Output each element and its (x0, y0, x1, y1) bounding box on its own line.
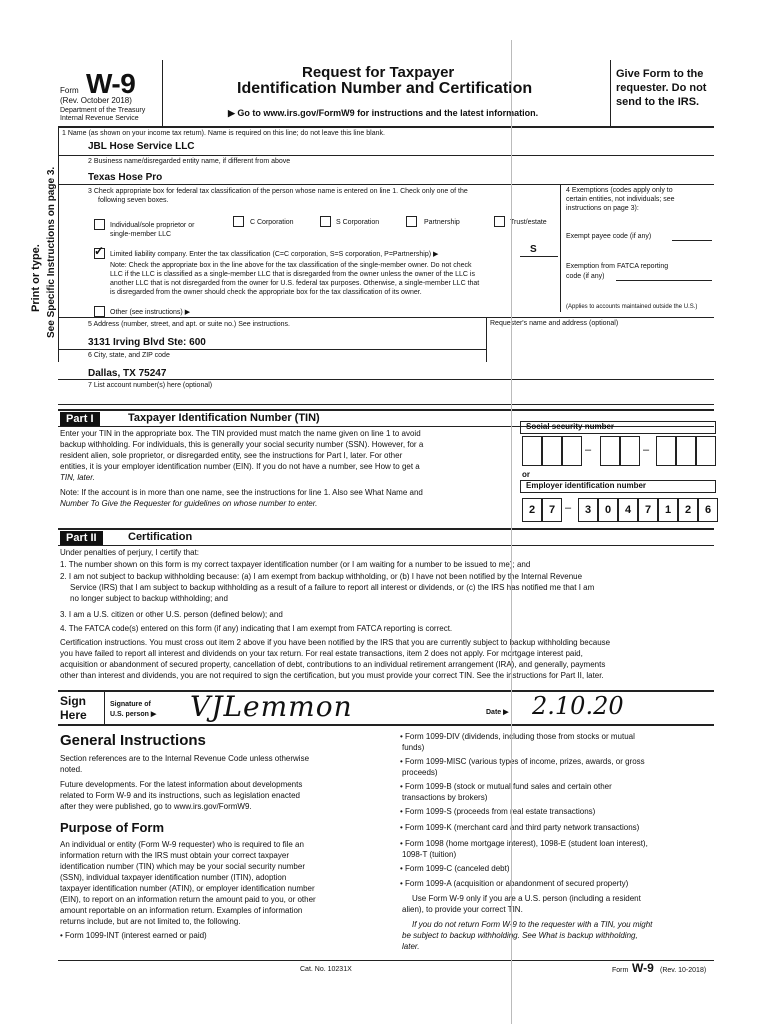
cert-instructions-2: you have failed to report all interest and dividends on your tax return. For real estate transactions, item 2 does not apply. For mortgage interest paid, (60, 649, 583, 658)
catalog-number: Cat. No. 10231X (300, 966, 352, 973)
right-col-7: • Form 1099-C (canceled debt) (400, 864, 510, 873)
line2-label: 2 Business name/disregarded entity name, if different from above (88, 158, 291, 165)
signature-label-2: U.S. person ▶ (110, 711, 157, 718)
ein-digit[interactable]: 7 (542, 498, 562, 522)
checkbox-individual[interactable] (94, 219, 105, 230)
right-col-9: Use Form W-9 only if you are a U.S. person (including a resident (412, 894, 641, 903)
footer-rule (58, 960, 714, 961)
ein-digit[interactable]: 3 (578, 498, 598, 522)
part2-title: Certification (128, 531, 193, 543)
part2-label: Part II (60, 531, 103, 545)
checkbox-other[interactable] (94, 306, 105, 317)
right-col-1: • Form 1099-DIV (dividends, including those from stocks or mutual (400, 732, 635, 741)
part1-title: Taxpayer Identification Number (TIN) (128, 412, 320, 424)
sign-here-1: Sign (60, 694, 86, 708)
purpose-line-4: (SSN), individual taxpayer identification number (ITIN), adoption (60, 873, 287, 882)
requester-label: Requester's name and address (optional) (490, 320, 619, 327)
right-col-6b: 1098-T (tuition) (402, 850, 457, 859)
ssn-digit-5[interactable] (620, 436, 640, 466)
give-form-line3: send to the IRS. (616, 96, 700, 108)
ssn-label: Social security number (526, 422, 615, 431)
ein-digit[interactable]: 1 (658, 498, 678, 522)
exempt-payee-input[interactable] (672, 240, 712, 241)
checkbox-c-corporation[interactable] (233, 216, 244, 227)
gi-text-2: noted. (60, 765, 83, 774)
ssn-digit-8[interactable] (696, 436, 716, 466)
or-label: or (522, 470, 530, 479)
partnership-label: Partnership (424, 219, 460, 226)
part1-top-rule (58, 409, 714, 411)
other-label: Other (see instructions) ▶ (110, 309, 191, 316)
footer-form-number: W-9 (632, 961, 654, 975)
line5-label: 5 Address (number, street, and apt. or suite no.) See instructions. (88, 321, 290, 328)
future-dev-1: Future developments. For the latest information about developments (60, 780, 303, 789)
exemptions-title-2: certain entities, not individuals; see (566, 196, 675, 203)
ssn-digit-6[interactable] (656, 436, 676, 466)
checkbox-trust-estate[interactable] (494, 216, 505, 227)
see-instructions-label: See Specific Instructions on page 3. (46, 166, 57, 338)
fatca-label-2: code (if any) (566, 273, 605, 280)
right-col-1b: funds) (402, 743, 425, 752)
right-col-2: • Form 1099-MISC (various types of income, prizes, awards, or gross (400, 757, 645, 766)
line3-bottom-rule (58, 317, 714, 318)
llc-note-line1: Note: Check the appropriate box in the line above for the tax classification of the single-member owner. Do not check (110, 262, 472, 269)
gi-text-1: Section references are to the Internal Revenue Code unless otherwise (60, 754, 310, 763)
department: Department of the Treasury (60, 107, 146, 114)
purpose-line-2: information return with the IRS must obtain your correct taxpayer (60, 851, 289, 860)
cert-instructions-1: Certification instructions. You must cross out item 2 above if you have been notified by the IRS that you are currently subject to backup withholding because (60, 638, 611, 647)
exemptions-title-3: instructions on page 3): (566, 205, 639, 212)
right-col-3: • Form 1099-B (stock or mutual fund sales and certain other (400, 782, 612, 791)
ssn-digit-4[interactable] (600, 436, 620, 466)
exempt-payee-label: Exempt payee code (if any) (566, 233, 652, 240)
ein-label: Employer identification number (526, 481, 647, 490)
purpose-line-8: returns include, but are not limited to, the following. (60, 917, 241, 926)
checkbox-partnership[interactable] (406, 216, 417, 227)
print-or-type-label: Print or type. (30, 244, 42, 312)
line2-business-input[interactable]: Texas Hose Pro (88, 172, 163, 183)
checkbox-s-corporation[interactable] (320, 216, 331, 227)
line3-label: 3 Check appropriate box for federal tax classification of the person whose name is entered on line 1. Check only one of the (88, 188, 468, 195)
ssn-dash-2: – (643, 444, 650, 456)
ein-digit[interactable]: 2 (678, 498, 698, 522)
part1-text-4: entities, it is your employer identification number (EIN). If you do not have a number, see How to get a (60, 462, 420, 471)
s-corporation-label: S Corporation (336, 219, 380, 226)
header-rule (58, 126, 714, 128)
llc-classification-input[interactable]: S (530, 244, 537, 255)
llc-check-mark: ✓ (94, 244, 105, 258)
purpose-line-3: identification number (TIN) which may be your social security number (60, 862, 305, 871)
purpose-of-form-heading: Purpose of Form (60, 820, 165, 835)
ssn-digit-3[interactable] (562, 436, 582, 466)
form-number: W-9 (86, 68, 136, 99)
cert-item-2c: no longer subject to backup withholding; and (70, 594, 228, 603)
line1-rule (58, 155, 714, 156)
ssn-digit-2[interactable] (542, 436, 562, 466)
individual-label: Individual/sole proprietor or (110, 222, 195, 229)
cert-instructions-4: other than interest and dividends, you are not required to sign the certification, but you must provide your correct TIN. See the instructions for Part II, later. (60, 671, 604, 680)
header-divider-right (610, 60, 611, 126)
part1-label: Part I (60, 412, 100, 426)
scan-fold-line (511, 40, 512, 1024)
llc-label: Limited liability company. Enter the tax classification (C=C corporation, S=S corporation, P=Partnership) ▶ (110, 251, 439, 258)
purpose-line-1: An individual or entity (Form W-9 requester) who is required to file an (60, 840, 304, 849)
line7-rule (58, 404, 714, 405)
right-col-10c: later. (402, 942, 420, 951)
right-col-9b: alien), to provide your correct TIN. (402, 905, 523, 914)
ein-digit[interactable]: 6 (698, 498, 718, 522)
irs-label: Internal Revenue Service (60, 115, 139, 122)
part2-title-rule (58, 545, 714, 546)
general-instructions-heading: General Instructions (60, 732, 206, 749)
exemptions-title-1: 4 Exemptions (codes apply only to (566, 187, 673, 194)
right-col-5: • Form 1099-K (merchant card and third party network transactions) (400, 823, 640, 832)
ssn-dash-1: – (585, 444, 592, 456)
trust-estate-label: Trust/estate (510, 219, 547, 226)
sign-divider (104, 690, 105, 724)
footer-form-label: Form (612, 967, 629, 974)
instructions-link[interactable]: ▶ Go to www.irs.gov/FormW9 for instructions and the latest information. (228, 108, 539, 118)
ein-digit[interactable]: 7 (638, 498, 658, 522)
line1-label: 1 Name (as shown on your income tax return). Name is required on this line; do not leave this line blank. (62, 130, 385, 137)
part1-note-2: Number To Give the Requester for guidelines on whose number to enter. (60, 499, 318, 508)
give-form-line2: requester. Do not (616, 82, 707, 94)
part1-text-2: backup withholding. For individuals, this is generally your social security number (SSN). However, for a (60, 440, 424, 449)
right-col-2b: proceeds) (402, 768, 438, 777)
fatca-input[interactable] (616, 280, 712, 281)
right-col-6: • Form 1098 (home mortgage interest), 1098-E (student loan interest), (400, 839, 648, 848)
part1-text-3: resident alien, sole proprietor, or disregarded entity, see the instructions for Part I, later. For other (60, 451, 403, 460)
llc-classification-rule (520, 256, 558, 257)
right-col-3b: transactions by brokers) (402, 793, 488, 802)
line6-rule (58, 379, 714, 380)
cert-item-4: 4. The FATCA code(s) entered on this form (if any) indicating that I am exempt from FATCA reporting is correct. (60, 624, 453, 633)
c-corporation-label: C Corporation (250, 219, 294, 226)
ein-digit[interactable]: 0 (598, 498, 618, 522)
signature-date[interactable]: 2.10.20 (532, 692, 624, 720)
ein-dash: – (565, 502, 572, 514)
cert-intro: Under penalties of perjury, I certify that: (60, 548, 200, 557)
line6-label: 6 City, state, and ZIP code (88, 352, 170, 359)
fatca-applies-note: (Applies to accounts maintained outside the U.S.) (566, 304, 698, 310)
side-divider (58, 126, 59, 362)
ssn-digit-7[interactable] (676, 436, 696, 466)
signature[interactable]: VJLemmon (190, 690, 353, 723)
date-label: Date ▶ (486, 709, 509, 716)
line1-name-input[interactable]: JBL Hose Service LLC (88, 141, 195, 152)
requester-divider (486, 317, 487, 362)
purpose-line-5: taxpayer identification number (ATIN), or employer identification number (60, 884, 315, 893)
llc-note-line2: LLC if the LLC is classified as a single-member LLC that is disregarded from the owner unless the owner of the LLC is (110, 271, 475, 278)
right-col-10b: be subject to backup withholding. See What is backup withholding, (402, 931, 638, 940)
llc-note-line4: is disregarded from the owner should check the appropriate box for the tax classification of its owner. (110, 289, 422, 296)
form-title-line1: Request for Taxpayer (302, 64, 455, 81)
line5-rule (58, 349, 486, 350)
part1-note-1: Note: If the account is in more than one name, see the instructions for line 1. Also see What Name and (60, 488, 423, 497)
line3-label-2: following seven boxes. (98, 197, 169, 204)
cert-item-1: 1. The number shown on this form is my correct taxpayer identification number (or I am waiting for a number to be issued to me); and (60, 560, 531, 569)
footer-revision: (Rev. 10-2018) (660, 967, 707, 974)
line2-rule (58, 184, 714, 185)
purpose-line-9: • Form 1099-INT (interest earned or paid) (60, 931, 207, 940)
part1-text-5: TIN, later. (60, 473, 95, 482)
individual-label-2: single-member LLC (110, 231, 172, 238)
future-dev-2: related to Form W-9 and its instructions, such as legislation enacted (60, 791, 300, 800)
purpose-line-6: (EIN), to report on an information return the amount paid to you, or other (60, 895, 316, 904)
form-title-line2: Identification Number and Certification (237, 80, 533, 97)
signature-label-1: Signature of (110, 701, 151, 708)
ssn-digit-1[interactable] (522, 436, 542, 466)
revision-date: (Rev. October 2018) (60, 96, 132, 105)
line6-city-input[interactable]: Dallas, TX 75247 (88, 368, 167, 379)
ein-digit[interactable]: 2 (522, 498, 542, 522)
line5-address-input[interactable]: 3131 Irving Blvd Ste: 600 (88, 337, 206, 348)
cert-item-2b: Service (IRS) that I am subject to backup withholding as a result of a failure to report all interest or dividends, or (c) the IRS has notified me that I am (70, 583, 595, 592)
give-form-line1: Give Form to the (616, 68, 704, 80)
part1-text-1: Enter your TIN in the appropriate box. The TIN provided must match the name given on line 1 to avoid (60, 429, 421, 438)
right-col-10: If you do not return Form W-9 to the requester with a TIN, you might (412, 920, 653, 929)
header-divider-left (162, 60, 163, 126)
right-col-4: • Form 1099-S (proceeds from real estate transactions) (400, 807, 596, 816)
llc-note-line3: another LLC that is not disregarded from the owner for U.S. federal tax purposes. Otherwise, a single-member LLC that (110, 280, 480, 287)
future-dev-3: after they were published, go to www.irs.gov/FormW9. (60, 802, 252, 811)
right-col-8: • Form 1099-A (acquisition or abandonment of secured property) (400, 879, 629, 888)
ein-digit[interactable]: 4 (618, 498, 638, 522)
sign-bottom-rule (58, 724, 714, 726)
cert-item-3: 3. I am a U.S. citizen or other U.S. person (defined below); and (60, 610, 283, 619)
part2-top-rule (58, 528, 714, 530)
purpose-line-7: amount reportable on an information return. Examples of information (60, 906, 303, 915)
sign-here-2: Here (60, 708, 87, 722)
cert-instructions-3: acquisition or abandonment of secured property, cancellation of debt, contributions to an individual retirement arrangement (IRA), and generally, payments (60, 660, 606, 669)
exemptions-divider (560, 184, 561, 312)
cert-item-2a: 2. I am not subject to backup withholding because: (a) I am exempt from backup withholding, or (b) I have not been notified by the Internal Revenue (60, 572, 583, 581)
form-label: Form (60, 86, 79, 95)
line7-label: 7 List account number(s) here (optional) (88, 382, 213, 389)
fatca-label-1: Exemption from FATCA reporting (566, 263, 669, 270)
